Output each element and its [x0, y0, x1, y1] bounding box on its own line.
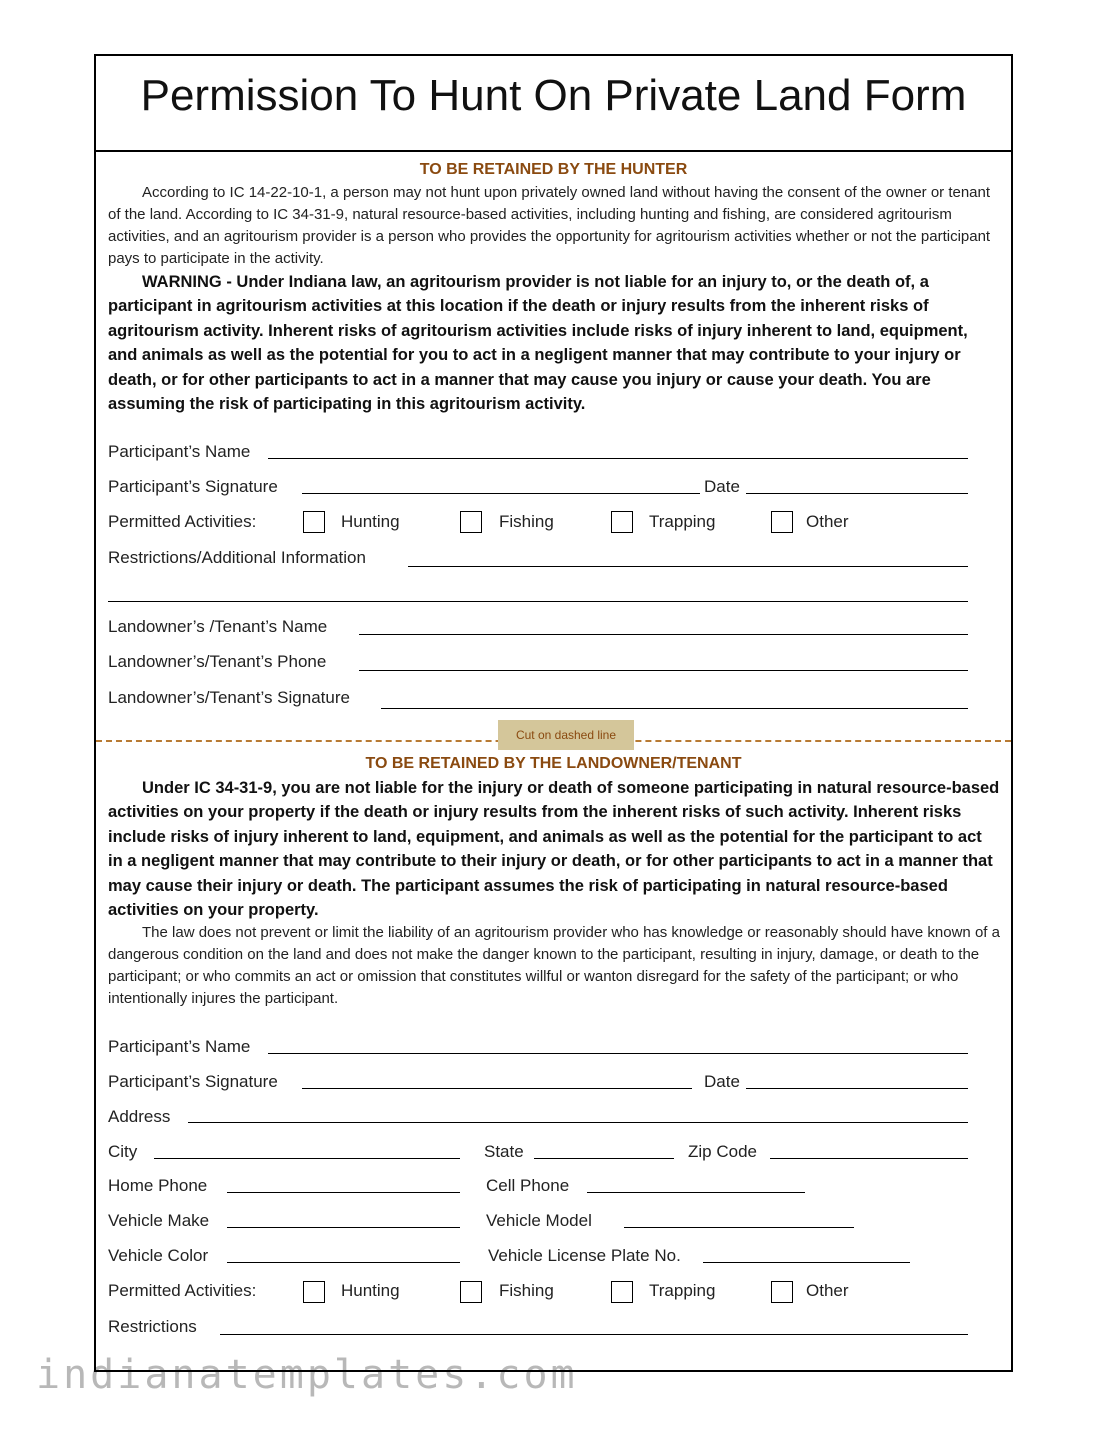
- watermark: indianatemplates.com: [36, 1352, 578, 1398]
- form-frame: [94, 54, 1013, 1372]
- other-label-2: Other: [806, 1281, 849, 1300]
- vehicle-plate-label: Vehicle License Plate No.: [488, 1246, 681, 1265]
- home-phone-line[interactable]: [227, 1192, 460, 1193]
- state-line[interactable]: [534, 1158, 674, 1159]
- vehicle-make-label: Vehicle Make: [108, 1211, 210, 1230]
- cut-label: Cut on dashed line: [498, 720, 634, 750]
- landowner-bold-paragraph: Under IC 34-31-9, you are not liable for the injury or death of someone participating in natural resource-based activities on your property if the death or injury results from the inherent risks of such activity. Inherent risks include risks of injury inherent to land, equipment, and animals as well as the potential for the participant to act in a negligent manner that may contribute to their injury or death, or for other participants to act in a manner that may cause their injury or death. The participant assumes the risk of participating in natural resource-based activities on your property.: [108, 779, 1000, 920]
- permitted-activities-label-2: Permitted Activities:: [108, 1281, 257, 1300]
- hunter-warning-paragraph: WARNING - Under Indiana law, an agritourism provider is not liable for an injury to, or the death of, a participant in agritourism activities at this location if the death or injury results from the inherent risks of agritourism activity. Inherent risks of agritourism activities include risks of injury inherent to land, equipment, and animals as well as the potential for you to act in a negligent manner that may contribute to your injury or death, or for other participants to act in a manner that may cause you injury or cause your death. You are assuming the risk of participating in this agritourism activity.: [108, 273, 968, 414]
- landowner-phone-label: Landowner’s/Tenant’s Phone: [108, 652, 327, 671]
- title-box: [96, 56, 1011, 152]
- restrictions-line[interactable]: [408, 566, 968, 567]
- participant-signature-line-2[interactable]: [302, 1088, 692, 1089]
- hunting-checkbox-2[interactable]: [303, 1281, 325, 1303]
- participant-name-label-2: Participant’s Name: [108, 1037, 251, 1056]
- fishing-label: Fishing: [499, 512, 554, 531]
- other-checkbox-2[interactable]: [771, 1281, 793, 1303]
- hunting-label-2: Hunting: [341, 1281, 400, 1300]
- restrictions-label: Restrictions/Additional Information: [108, 548, 366, 567]
- cell-phone-line[interactable]: [587, 1192, 805, 1193]
- cell-phone-label: Cell Phone: [486, 1176, 570, 1195]
- landowner-body-paragraph: The law does not prevent or limit the liability of an agritourism provider who has knowledge or reasonably should have known of a dangerous condition on the land and does not make the danger known to the participant, resulting in injury, damage, or death to the participant; or who commits an act or omission that constitutes willful or wanton disregard for the safety of the participant; or who intentionally injures the participant.: [108, 924, 1000, 1007]
- date-label: Date: [704, 477, 740, 496]
- zip-label: Zip Code: [688, 1142, 757, 1161]
- landowner-signature-label: Landowner’s/Tenant’s Signature: [108, 688, 350, 707]
- city-label: City: [108, 1142, 138, 1161]
- hunter-intro-paragraph: According to IC 14-22-10-1, a person may not hunt upon privately owned land without having the consent of the owner or tenant of the land. According to IC 34-31-9, natural resource-based activities, including hunting and fishing, are considered agritourism activities, and an agritourism provider is a person who provides the opportunity for agritourism activities whether or not the participant pays to participate in the activity.: [108, 184, 991, 267]
- vehicle-color-line[interactable]: [227, 1262, 460, 1263]
- hunter-section-heading: TO BE RETAINED BY THE HUNTER: [419, 161, 688, 178]
- home-phone-label: Home Phone: [108, 1176, 208, 1195]
- date-line[interactable]: [746, 493, 968, 494]
- vehicle-plate-line[interactable]: [703, 1262, 910, 1263]
- fishing-checkbox-2[interactable]: [460, 1281, 482, 1303]
- restrictions-line-3[interactable]: [220, 1334, 968, 1335]
- vehicle-color-label: Vehicle Color: [108, 1246, 209, 1265]
- fishing-label-2: Fishing: [499, 1281, 554, 1300]
- trapping-checkbox-2[interactable]: [611, 1281, 633, 1303]
- landowner-signature-line[interactable]: [381, 708, 968, 709]
- participant-name-line-2[interactable]: [268, 1053, 968, 1054]
- trapping-label-2: Trapping: [649, 1281, 716, 1300]
- state-label: State: [484, 1142, 524, 1161]
- participant-signature-label: Participant’s Signature: [108, 477, 278, 496]
- vehicle-model-line[interactable]: [624, 1227, 854, 1228]
- participant-name-label: Participant’s Name: [108, 442, 251, 461]
- participant-signature-label-2: Participant’s Signature: [108, 1072, 278, 1091]
- trapping-label: Trapping: [649, 512, 716, 531]
- zip-line[interactable]: [770, 1158, 968, 1159]
- restrictions-line-2[interactable]: [108, 601, 968, 602]
- hunting-checkbox[interactable]: [303, 511, 325, 533]
- other-checkbox[interactable]: [771, 511, 793, 533]
- participant-signature-line[interactable]: [302, 493, 700, 494]
- address-line[interactable]: [188, 1122, 968, 1123]
- other-label: Other: [806, 512, 849, 531]
- trapping-checkbox[interactable]: [611, 511, 633, 533]
- landowner-name-line[interactable]: [359, 634, 968, 635]
- page-title: Permission To Hunt On Private Land Form: [140, 71, 967, 120]
- date-label-2: Date: [704, 1072, 740, 1091]
- hunting-label: Hunting: [341, 512, 400, 531]
- address-label: Address: [108, 1107, 171, 1126]
- landowner-phone-line[interactable]: [359, 670, 968, 671]
- landowner-name-label: Landowner’s /Tenant’s Name: [108, 617, 328, 636]
- participant-name-line[interactable]: [268, 458, 968, 459]
- vehicle-make-line[interactable]: [227, 1227, 460, 1228]
- date-line-2[interactable]: [746, 1088, 968, 1089]
- permitted-activities-label: Permitted Activities:: [108, 512, 257, 531]
- fishing-checkbox[interactable]: [460, 511, 482, 533]
- vehicle-model-label: Vehicle Model: [486, 1211, 592, 1230]
- restrictions-label-2: Restrictions: [108, 1317, 197, 1336]
- landowner-section-heading: TO BE RETAINED BY THE LANDOWNER/TENANT: [365, 755, 742, 772]
- city-line[interactable]: [154, 1158, 460, 1159]
